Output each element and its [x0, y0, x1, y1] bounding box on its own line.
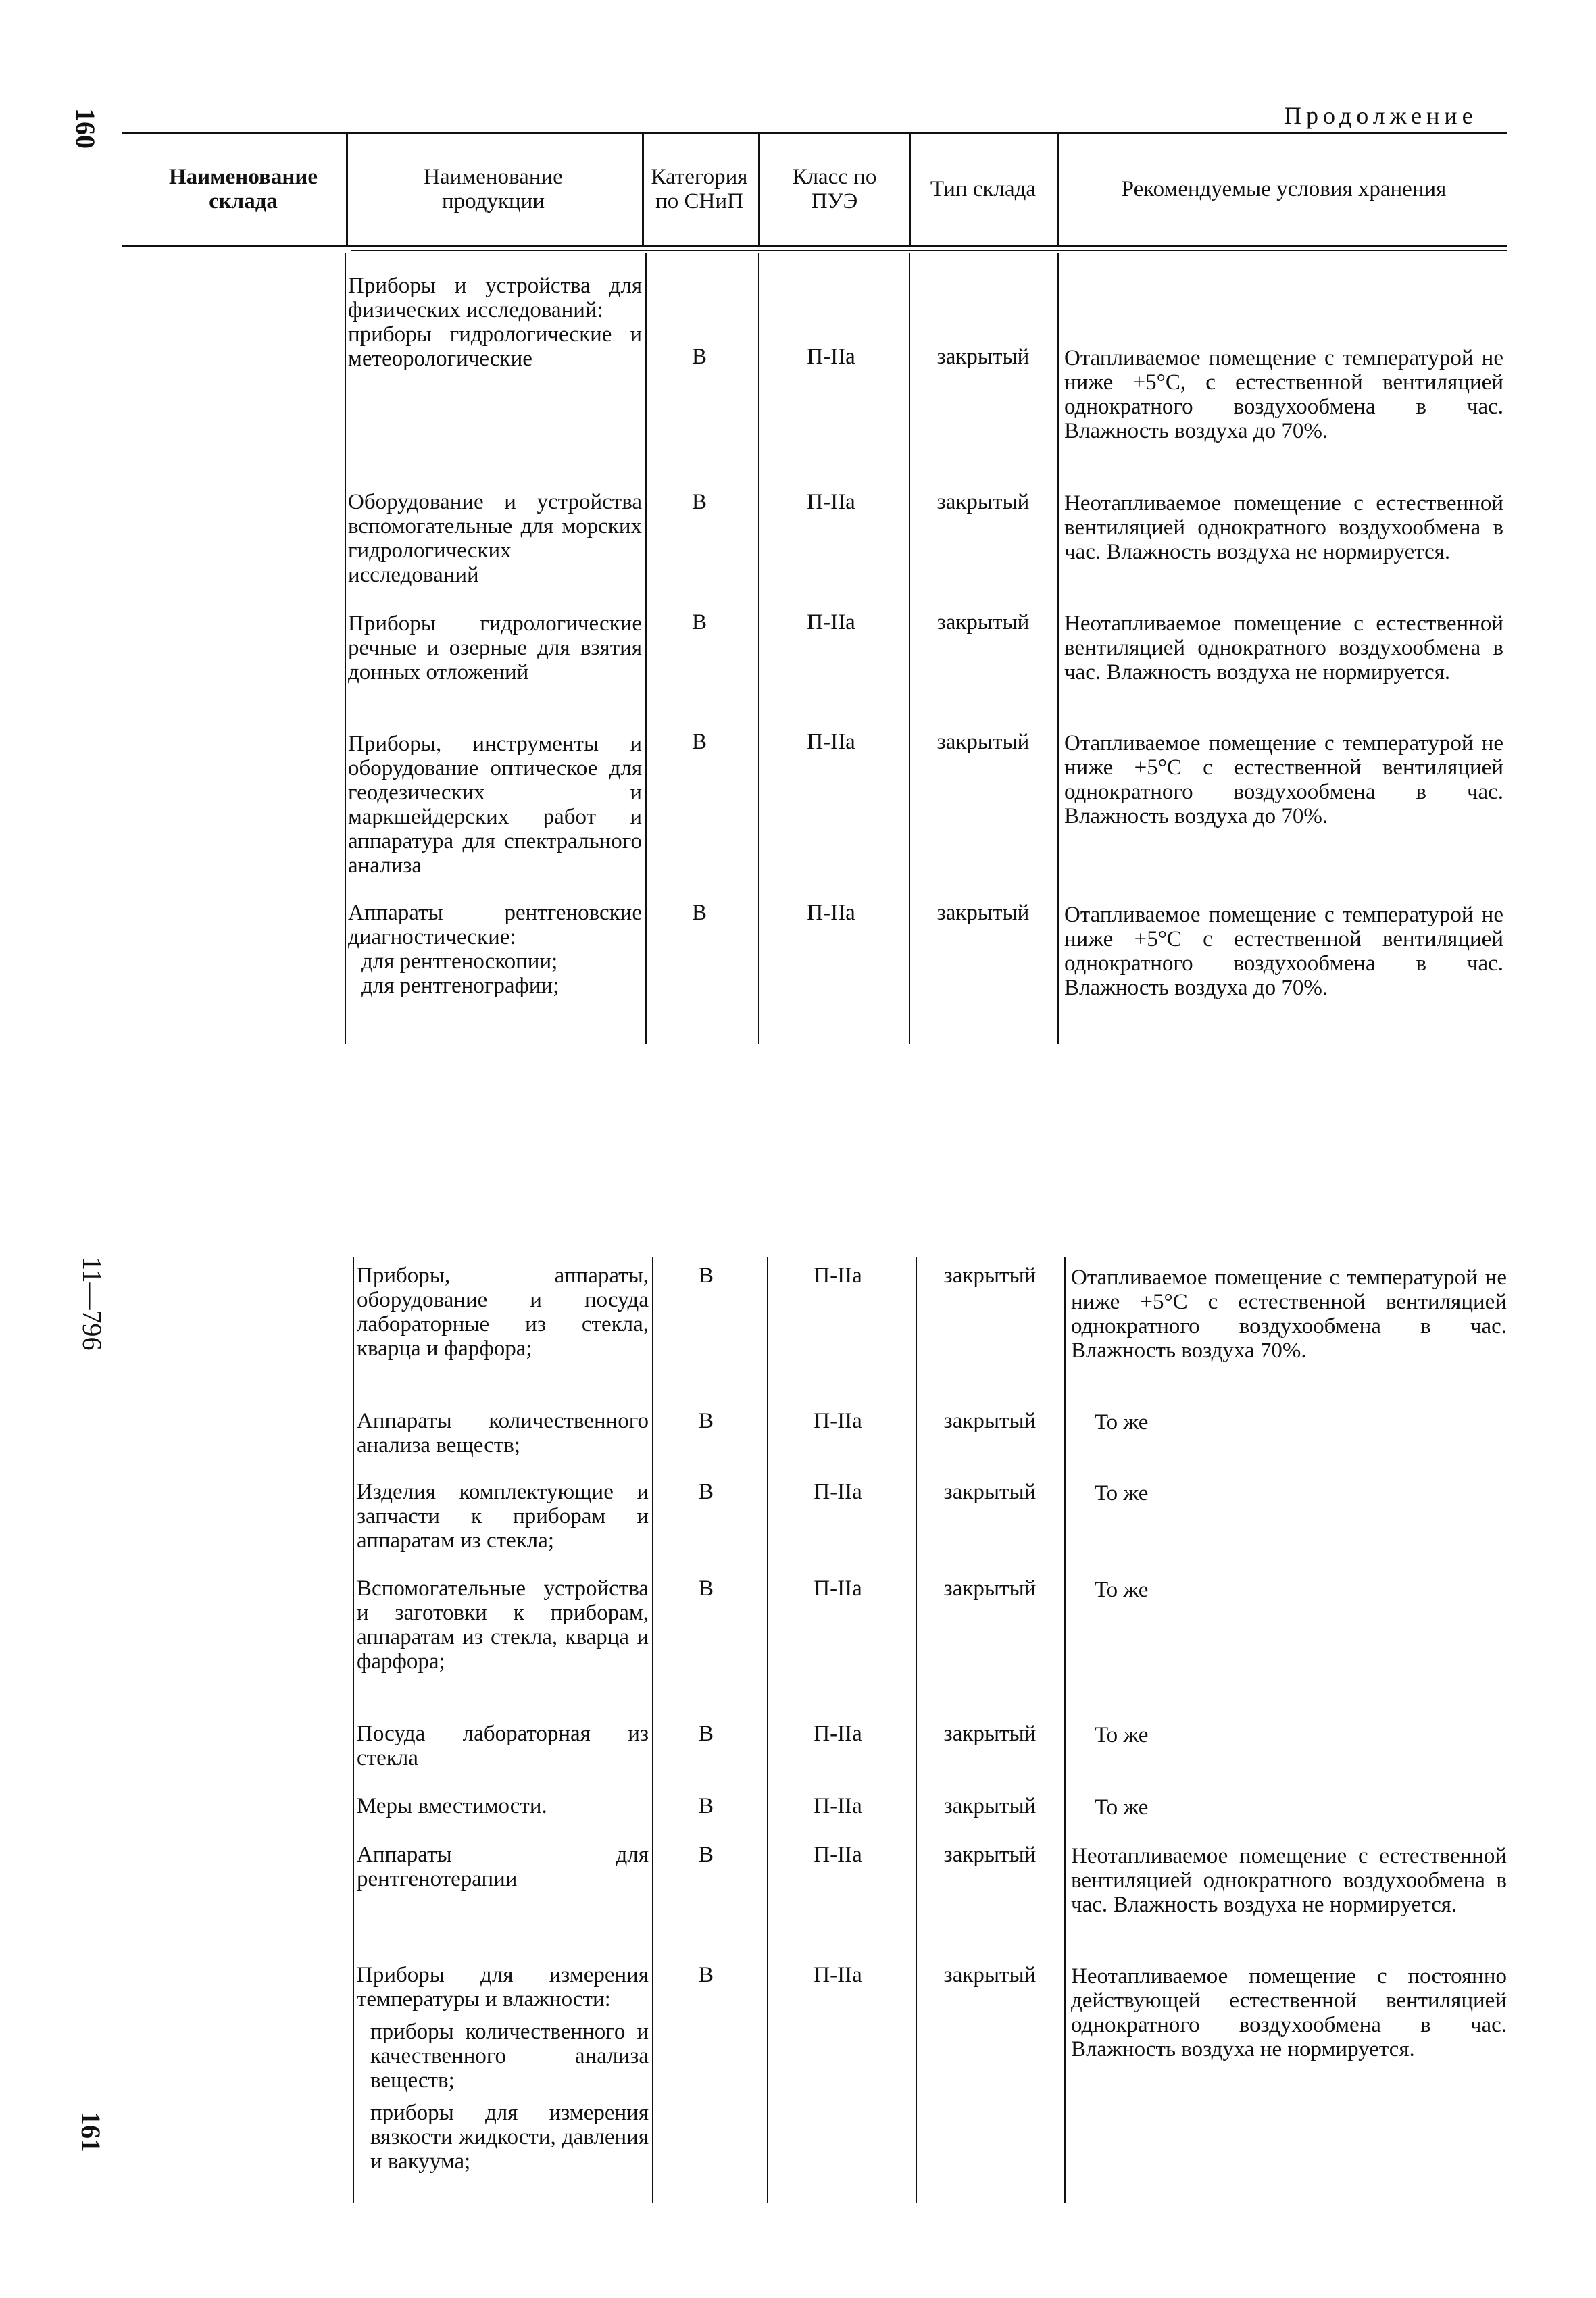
header-product-name: Наименование продукции	[424, 165, 563, 214]
warehouse-type-value: закрытый	[937, 730, 1030, 754]
pue-class-value: П-IIа	[814, 1843, 862, 1867]
storage-conditions: Отапливаемое помещение с температурой не ниже +5°С с естественной вентиляцией однократного воздухообмена в час. Влажность воздуха до 70%.	[1064, 731, 1503, 828]
product-name: Приборы и устройства для физических исследований:	[348, 274, 642, 322]
category-value: В	[691, 490, 707, 514]
product-name: Приборы гидрологические речные и озерные для взятия донных отложений	[348, 611, 642, 684]
pue-class-value: П-IIа	[807, 901, 855, 925]
column-rule	[1057, 253, 1059, 1044]
column-rule	[758, 253, 759, 1044]
category-value: В	[698, 1843, 714, 1867]
pue-class-value: П-IIа	[814, 1480, 862, 1504]
pue-class-value: П-IIа	[814, 1963, 862, 1987]
warehouse-type-value: закрытый	[943, 1576, 1037, 1601]
pue-class-value: П-IIа	[807, 490, 855, 514]
pue-class-value: П-IIа	[814, 1794, 862, 1818]
product-name-cell	[357, 1963, 649, 2174]
storage-conditions: То же	[1095, 1410, 1149, 1434]
continuation-label: Продолжение	[1284, 102, 1478, 129]
header-top-rule	[122, 132, 1507, 134]
category-value: В	[691, 610, 707, 634]
storage-conditions: То же	[1095, 1481, 1149, 1505]
storage-conditions: Неотапливаемое помещение с постоянно действующей естественной вентиляцией однократного воздухообмена в час. Влажность воздуха не нормируется.	[1071, 1964, 1507, 2062]
header-divider	[758, 132, 760, 245]
product-name-cell	[348, 274, 642, 371]
pue-class-value: П-IIа	[807, 345, 855, 369]
header-divider	[909, 132, 911, 245]
header-divider	[1057, 132, 1059, 245]
category-value: В	[691, 730, 707, 754]
category-value: В	[698, 1409, 714, 1433]
pue-class-value: П-IIа	[807, 730, 855, 754]
column-rule	[767, 1257, 768, 2203]
category-value: В	[691, 345, 707, 369]
product-subname: приборы для измерения вязкости жидкости, давления и вакуума;	[370, 2101, 649, 2174]
product-name: Меры вместимости.	[357, 1794, 547, 1818]
product-subname: приборы количественного и качественного анализа веществ;	[370, 2020, 649, 2093]
product-name: Приборы, инструменты и оборудование оптическое для геодезических и маркшейдерских работ и аппаратура для спектрального анализа	[348, 732, 642, 878]
storage-conditions: Отапливаемое помещение с температурой не ниже +5°С с естественной вентиляцией однократного воздухообмена в час. Влажность воздуха 70%.	[1071, 1266, 1507, 1363]
product-name: Аппараты рентгеновские диагностические:	[348, 901, 642, 949]
product-name: Приборы для измерения температуры и влажности:	[357, 1963, 649, 2012]
column-rule	[1064, 1257, 1066, 2203]
product-name: Изделия комплектующие и запчасти к приборам и аппаратам из стекла;	[357, 1480, 649, 1553]
page-number-bottom: 161	[76, 2112, 106, 2152]
warehouse-type-value: закрытый	[937, 345, 1030, 369]
header-warehouse-name: Наименование склада	[169, 165, 318, 214]
category-value: В	[698, 1480, 714, 1504]
storage-conditions: Отапливаемое помещение с температурой не ниже +5°С с естественной вентиляцией однократного воздухообмена в час. Влажность воздуха до 70%.	[1064, 903, 1503, 1000]
warehouse-type-value: закрытый	[943, 1794, 1037, 1818]
column-rule	[909, 253, 910, 1044]
header-bottom-rule	[122, 245, 1507, 247]
header-divider	[642, 132, 644, 245]
product-subname: для рентгеноскопии;	[361, 949, 558, 974]
header-category: Категория по СНиП	[651, 165, 748, 214]
storage-conditions: Неотапливаемое помещение с естественной вентиляцией однократного воздухообмена в час. Влажность воздуха не нормируется.	[1071, 1844, 1507, 1917]
storage-conditions: То же	[1095, 1578, 1149, 1602]
pue-class-value: П-IIа	[807, 610, 855, 634]
category-value: В	[698, 1576, 714, 1601]
header-conditions: Рекомендуемые условия хранения	[1121, 177, 1447, 201]
header-warehouse-type: Тип склада	[930, 177, 1037, 201]
product-name: Аппараты количественного анализа веществ;	[357, 1409, 649, 1457]
column-rule	[345, 253, 346, 1044]
product-subname: приборы гидрологические и метеорологические	[348, 322, 642, 371]
storage-conditions: Отапливаемое помещение с температурой не ниже +5°С, с естественной вентиляцией однократного воздухообмена в час. Влажность воздуха до 70%.	[1064, 346, 1503, 443]
column-rule	[645, 253, 647, 1044]
category-value: В	[698, 1264, 714, 1288]
product-name-cell	[348, 901, 642, 998]
warehouse-type-value: закрытый	[937, 490, 1030, 514]
warehouse-type-value: закрытый	[943, 1409, 1037, 1433]
pue-class-value: П-IIа	[814, 1409, 862, 1433]
product-name: Посуда лабораторная из стекла	[357, 1722, 649, 1770]
category-value: В	[698, 1794, 714, 1818]
warehouse-type-value: закрытый	[937, 901, 1030, 925]
category-value: В	[698, 1963, 714, 1987]
warehouse-type-value: закрытый	[943, 1264, 1037, 1288]
pue-class-value: П-IIа	[814, 1722, 862, 1746]
category-value: В	[691, 901, 707, 925]
column-rule	[353, 1257, 354, 2203]
column-rule	[916, 1257, 917, 2203]
column-rule	[652, 1257, 653, 2203]
pue-class-value: П-IIа	[814, 1264, 862, 1288]
product-name: Оборудование и устройства вспомогательные для морских гидрологических исследований	[348, 490, 642, 587]
page-number-top: 160	[70, 108, 101, 149]
category-value: В	[698, 1722, 714, 1746]
warehouse-type-value: закрытый	[943, 1843, 1037, 1867]
warehouse-type-value: закрытый	[943, 1963, 1037, 1987]
storage-conditions: Неотапливаемое помещение с естественной вентиляцией однократного воздухообмена в час. Влажность воздуха не нормируется.	[1064, 491, 1503, 564]
storage-conditions: То же	[1095, 1723, 1149, 1747]
header-bottom-rule-2	[351, 250, 1507, 251]
warehouse-type-value: закрытый	[937, 610, 1030, 634]
header-pue-class: Класс по ПУЭ	[792, 165, 877, 214]
storage-conditions: То же	[1095, 1795, 1149, 1820]
product-subname: для рентгенографии;	[361, 974, 559, 998]
product-name: Аппараты для рентгенотерапии	[357, 1843, 649, 1891]
signature-mark: 11—796	[77, 1257, 107, 1351]
product-name: Приборы, аппараты, оборудование и посуда лабораторные из стекла, кварца и фарфора;	[357, 1264, 649, 1361]
storage-conditions: Неотапливаемое помещение с естественной вентиляцией однократного воздухообмена в час. Влажность воздуха не нормируется.	[1064, 611, 1503, 684]
warehouse-type-value: закрытый	[943, 1722, 1037, 1746]
pue-class-value: П-IIа	[814, 1576, 862, 1601]
header-divider	[346, 132, 348, 245]
warehouse-type-value: закрытый	[943, 1480, 1037, 1504]
product-name: Вспомогательные устройства и заготовки к приборам, аппаратам из стекла, кварца и фарфора;	[357, 1576, 649, 1674]
